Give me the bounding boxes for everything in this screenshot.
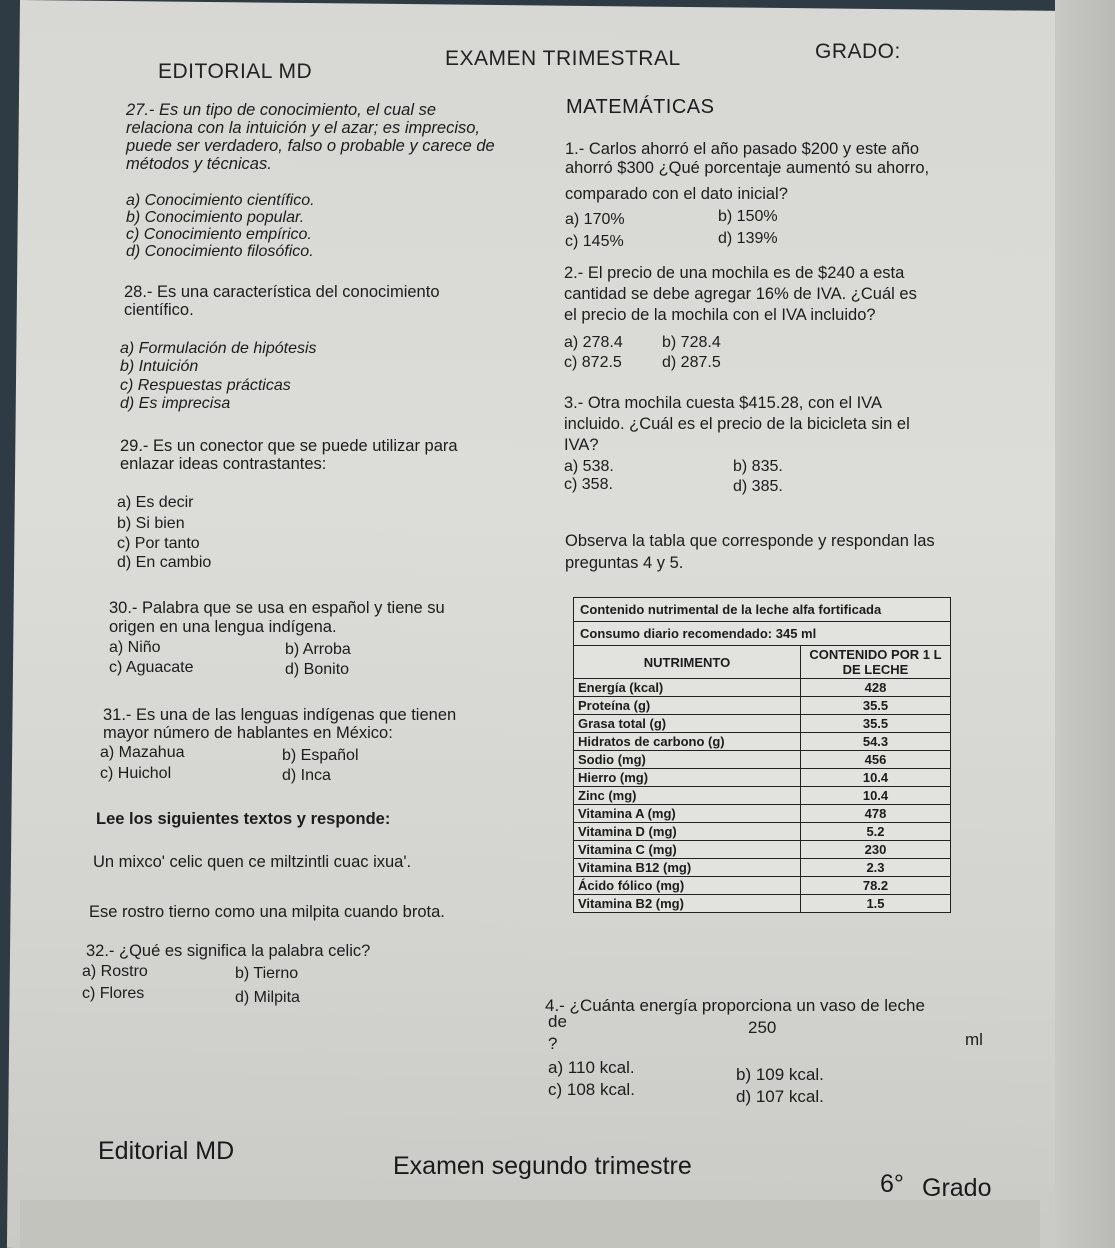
table-row (574, 679, 951, 697)
q29-option-b: b) Si bien (117, 515, 185, 532)
q27-option-b: b) Conocimiento popular. (126, 209, 305, 226)
footer-exam: Examen segundo trimestre (393, 1152, 692, 1180)
q1-line-3: comparado con el dato inicial? (565, 185, 788, 203)
q29-option-d: d) En cambio (117, 554, 212, 571)
nutrient-value: 230 (801, 841, 951, 859)
q4-line-1: 4.- ¿Cuánta energía proporciona un vaso de leche (545, 996, 925, 1015)
q3-line-1: 3.- Otra mochila cuesta $415.28, con el IVA (564, 394, 882, 412)
q31-option-d: d) Inca (282, 767, 331, 784)
nutrient-value: 35.5 (801, 697, 951, 715)
q28-option-a: a) Formulación de hipótesis (120, 340, 317, 357)
col-nutrient-header: NUTRIMENTO (574, 646, 801, 679)
q31-option-b: b) Español (282, 747, 359, 764)
header-editorial: EDITORIAL MD (158, 60, 313, 83)
nutrient-name: Ácido fólico (mg) (574, 877, 801, 895)
q30-option-b: b) Arroba (285, 641, 351, 658)
q2-option-a: a) 278.4 (564, 334, 623, 351)
q28-option-b: b) Intuición (120, 358, 199, 375)
q3-option-b: b) 835. (733, 458, 783, 475)
q29-line-1: 29.- Es un conector que se puede utilizar para (120, 437, 458, 455)
table-consumption: Consumo diario recomendado: 345 ml (574, 622, 951, 646)
q28-line-1: 28.- Es una característica del conocimiento (124, 283, 440, 301)
q1-option-c: c) 145% (565, 233, 624, 250)
bottom-band (20, 1200, 1040, 1248)
footer-grade-word: Grado (922, 1174, 992, 1202)
q30-line-2: origen en una lengua indígena. (109, 618, 337, 636)
nutrient-name: Zinc (mg) (574, 787, 801, 805)
q4-question-mark: ? (548, 1034, 558, 1053)
q31-line-2: mayor número de hablantes en México: (103, 724, 393, 742)
nutrient-value: 1.5 (801, 895, 951, 913)
nutrient-name: Vitamina B2 (mg) (574, 895, 801, 913)
q30-option-a: a) Niño (109, 639, 161, 656)
nutrient-value: 478 (801, 805, 951, 823)
q2-line-2: cantidad se debe agregar 16% de IVA. ¿Cuál es (564, 285, 917, 303)
q4-option-b: b) 109 kcal. (736, 1065, 824, 1084)
nutrient-name: Proteína (g) (574, 697, 801, 715)
q27-option-c: c) Conocimiento empírico. (126, 226, 312, 243)
footer-grade-number: 6° (880, 1170, 904, 1198)
table-row (574, 715, 951, 733)
nutrient-name: Grasa total (g) (574, 715, 801, 733)
q4-option-a: a) 110 kcal. (548, 1058, 635, 1077)
q32-option-b: b) Tierno (235, 965, 299, 982)
q1-option-b: b) 150% (718, 208, 778, 225)
q3-option-d: d) 385. (733, 478, 783, 495)
nutrient-name: Hierro (mg) (574, 769, 801, 787)
read-instruction: Lee los siguientes textos y responde: (96, 810, 391, 828)
q28-option-c: c) Respuestas prácticas (120, 377, 291, 394)
nutrient-name: Vitamina C (mg) (574, 841, 801, 859)
table-instruction-1: Observa la tabla que corresponde y respondan las (565, 532, 935, 550)
q30-line-1: 30.- Palabra que se usa en español y tiene su (109, 599, 445, 617)
paper-edge (1055, 0, 1115, 1248)
q2-option-d: d) 287.5 (662, 354, 721, 371)
q3-line-3: IVA? (564, 436, 599, 454)
q31-option-c: c) Huichol (100, 765, 172, 782)
table-consumption-row (574, 622, 951, 646)
nutrient-value: 2.3 (801, 859, 951, 877)
nutrient-value: 54.3 (801, 733, 951, 751)
nutrient-value: 428 (801, 679, 951, 697)
q1-option-a: a) 170% (565, 211, 625, 228)
q27-option-a: a) Conocimiento científico. (126, 192, 315, 209)
q1-line-1: 1.- Carlos ahorró el año pasado $200 y este año (565, 140, 920, 158)
table-row (574, 859, 951, 877)
q3-option-a: a) 538. (564, 458, 614, 475)
table-title: Contenido nutrimental de la leche alfa fortificada (574, 598, 951, 622)
table-row (574, 751, 951, 769)
nutrient-value: 5.2 (801, 823, 951, 841)
nutrient-value: 78.2 (801, 877, 951, 895)
q31-option-a: a) Mazahua (100, 744, 185, 761)
q4-option-c: c) 108 kcal. (548, 1080, 635, 1099)
q27-line-1: 27.- Es un tipo de conocimiento, el cual se (126, 101, 437, 119)
nutrient-name: Vitamina D (mg) (574, 823, 801, 841)
nutrient-value: 35.5 (801, 715, 951, 733)
nutrient-value: 10.4 (801, 769, 951, 787)
q32-option-c: c) Flores (82, 985, 145, 1002)
q4-unit: ml (965, 1030, 983, 1049)
table-row (574, 733, 951, 751)
q30-option-c: c) Aguacate (109, 659, 194, 676)
q28-option-d: d) Es imprecisa (120, 395, 231, 412)
q1-option-d: d) 139% (718, 230, 778, 247)
q1-line-2: ahorró $300 ¿Qué porcentaje aumentó su ahorro, (565, 159, 930, 177)
q4-amount: 250 (748, 1018, 777, 1037)
q27-option-d: d) Conocimiento filosófico. (126, 243, 314, 260)
subject-title: MATEMÁTICAS (566, 96, 715, 118)
nutrient-name: Vitamina A (mg) (574, 805, 801, 823)
table-row (574, 823, 951, 841)
q29-line-2: enlazar ideas contrastantes: (120, 455, 327, 473)
footer-editorial: Editorial MD (98, 1137, 235, 1165)
nutrient-name: Energía (kcal) (574, 679, 801, 697)
q2-line-1: 2.- El precio de una mochila es de $240 a esta (564, 264, 905, 282)
nutrient-value: 10.4 (801, 787, 951, 805)
table-instruction-2: preguntas 4 y 5. (565, 554, 684, 572)
nutrient-name: Hidratos de carbono (g) (574, 733, 801, 751)
q2-option-c: c) 872.5 (564, 354, 622, 371)
q31-line-1: 31.- Es una de las lenguas indígenas que tienen (103, 706, 457, 724)
table-row (574, 841, 951, 859)
q27-line-2: relaciona con la intuición y el azar; es impreciso, (126, 119, 481, 137)
q4-option-d: d) 107 kcal. (736, 1087, 824, 1106)
nutrition-table (573, 597, 951, 913)
table-header-row (574, 646, 951, 679)
q29-option-c: c) Por tanto (117, 535, 200, 552)
nutrient-value: 456 (801, 751, 951, 769)
nutrient-name: Vitamina B12 (mg) (574, 859, 801, 877)
q27-line-4: métodos y técnicas. (126, 155, 272, 173)
table-row (574, 787, 951, 805)
q27-line-3: puede ser verdadero, falso o probable y carece de (126, 137, 495, 155)
q32-option-a: a) Rostro (82, 963, 148, 980)
q30-option-d: d) Bonito (285, 661, 350, 678)
q32-option-d: d) Milpita (235, 989, 300, 1006)
table-row (574, 877, 951, 895)
q2-line-3: el precio de la mochila con el IVA incluido? (564, 306, 876, 324)
q3-option-c: c) 358. (564, 476, 613, 493)
nahuatl-text: Un mixco' celic quen ce miltzintli cuac ixua'. (93, 853, 412, 871)
table-row (574, 895, 951, 913)
q3-line-2: incluido. ¿Cuál es el precio de la bicicleta sin el (564, 415, 910, 433)
table-row (574, 769, 951, 787)
q28-line-2: científico. (124, 301, 194, 319)
nutrient-name: Sodio (mg) (574, 751, 801, 769)
q29-option-a: a) Es decir (117, 494, 194, 511)
col-content-header: CONTENIDO POR 1 L DE LECHE (801, 646, 951, 679)
header-grade: GRADO: (815, 40, 901, 63)
table-row (574, 805, 951, 823)
header-exam-title: EXAMEN TRIMESTRAL (445, 47, 681, 70)
table-row (574, 697, 951, 715)
q32-line-1: 32.- ¿Qué es significa la palabra celic? (86, 942, 371, 960)
spanish-text: Ese rostro tierno como una milpita cuando brota. (89, 903, 445, 921)
table-title-row (574, 598, 951, 622)
q4-de: de (548, 1012, 567, 1031)
q2-option-b: b) 728.4 (662, 334, 721, 351)
